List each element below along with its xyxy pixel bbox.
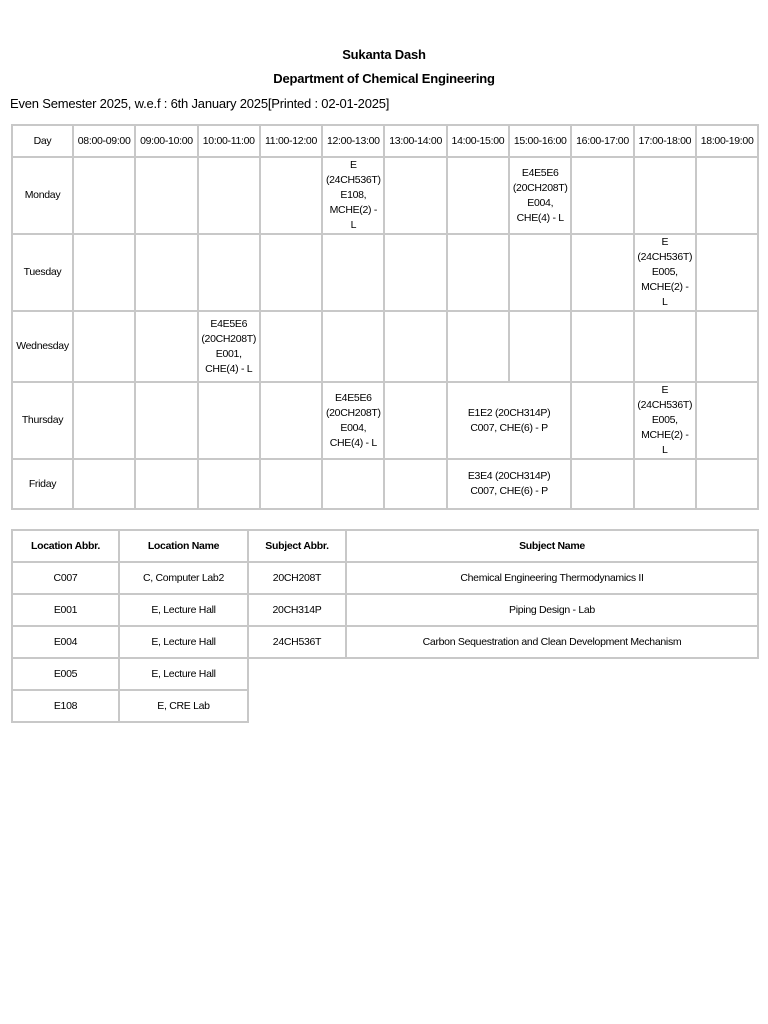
- time-slot-header: 12:00-13:00: [322, 125, 384, 157]
- empty-slot: [571, 157, 633, 234]
- time-slot-header: 17:00-18:00: [634, 125, 696, 157]
- empty-slot: [198, 459, 260, 509]
- class-entry-line: C007, CHE(6) - P: [470, 485, 548, 497]
- empty-slot: [447, 234, 509, 311]
- empty-slot: [322, 459, 384, 509]
- class-entry-line: (20CH208T): [325, 406, 381, 419]
- location-header-cell: Location Name: [119, 530, 248, 562]
- class-entry-line: L: [662, 296, 668, 308]
- empty-slot: [634, 459, 696, 509]
- time-slot-header: 08:00-09:00: [73, 125, 135, 157]
- empty-slot: [384, 234, 446, 311]
- day-label: Monday: [12, 157, 73, 234]
- location-table: [11, 529, 249, 723]
- empty-slot: [322, 311, 384, 382]
- subject-cell: 20CH314P: [248, 594, 346, 626]
- time-slot-header: 14:00-15:00: [447, 125, 509, 157]
- empty-slot: [571, 382, 633, 459]
- class-entry-line: C007, CHE(6) - P: [470, 421, 548, 434]
- class-entry: [198, 311, 260, 382]
- empty-slot: [384, 459, 446, 509]
- time-slot-header: 11:00-12:00: [260, 125, 322, 157]
- empty-slot: [260, 382, 322, 459]
- class-entry-line: E005, MCHE(2) -: [641, 266, 689, 293]
- empty-slot: [260, 157, 322, 234]
- empty-slot: [135, 459, 197, 509]
- timetable: [11, 124, 759, 510]
- location-cell: E, Lecture Hall: [119, 658, 248, 690]
- subject-row: [248, 626, 758, 658]
- empty-slot: [571, 311, 633, 382]
- timetable-row-wednesday: [12, 311, 758, 382]
- empty-slot: [696, 234, 758, 311]
- semester-info: Even Semester 2025, w.e.f : 6th January 2025[Printed : 02-01-2025]: [10, 96, 390, 111]
- class-entry-line: E4E5E6: [334, 391, 372, 404]
- empty-slot: [384, 311, 446, 382]
- empty-slot: [198, 382, 260, 459]
- empty-slot: [135, 382, 197, 459]
- location-header-cell: Location Abbr.: [12, 530, 119, 562]
- empty-slot: [198, 157, 260, 234]
- empty-slot: [509, 234, 571, 311]
- empty-slot: [260, 234, 322, 311]
- faculty-name: Sukanta Dash: [342, 47, 426, 62]
- location-row: [12, 658, 248, 690]
- location-row: [12, 594, 248, 626]
- location-cell: C, Computer Lab2: [119, 562, 248, 594]
- empty-slot: [509, 311, 571, 382]
- empty-slot: [696, 382, 758, 459]
- class-entry-line: E108, MCHE(2) -: [329, 189, 378, 216]
- empty-slot: [696, 459, 758, 509]
- empty-slot: [135, 234, 197, 311]
- empty-slot: [447, 157, 509, 234]
- time-slot-header: 10:00-11:00: [198, 125, 260, 157]
- empty-slot: [634, 157, 696, 234]
- location-cell: E, CRE Lab: [119, 690, 248, 722]
- day-column-header: Day: [12, 125, 73, 157]
- location-cell: E108: [12, 690, 119, 722]
- class-entry-line: E (24CH536T): [637, 236, 693, 263]
- location-cell: E, Lecture Hall: [119, 594, 248, 626]
- empty-slot: [696, 311, 758, 382]
- empty-slot: [73, 382, 135, 459]
- time-slot-header: 15:00-16:00: [509, 125, 571, 157]
- class-entry: [447, 382, 572, 459]
- class-entry-line: E005, MCHE(2) -: [641, 414, 689, 441]
- class-entry-line: (20CH208T): [201, 332, 257, 345]
- location-row: [12, 626, 248, 658]
- subject-header-row: [248, 530, 758, 562]
- subject-cell: Carbon Sequestration and Clean Development Mechanism: [346, 626, 758, 658]
- subject-row: [248, 594, 758, 626]
- empty-slot: [73, 234, 135, 311]
- empty-slot: [384, 382, 446, 459]
- empty-slot: [322, 234, 384, 311]
- subject-cell: 20CH208T: [248, 562, 346, 594]
- class-entry-line: E4E5E6: [210, 317, 248, 330]
- subject-row: [248, 562, 758, 594]
- empty-slot: [447, 311, 509, 382]
- subject-cell: Piping Design - Lab: [346, 594, 758, 626]
- class-entry-line: (20CH208T): [512, 181, 568, 194]
- class-entry-line: E004, CHE(4) - L: [516, 196, 564, 224]
- class-entry-line: E (24CH536T): [325, 159, 381, 186]
- time-slot-header: 09:00-10:00: [135, 125, 197, 157]
- empty-slot: [696, 157, 758, 234]
- empty-slot: [135, 157, 197, 234]
- empty-slot: [571, 234, 633, 311]
- class-entry: [509, 157, 571, 234]
- class-entry-line: E004, CHE(4) - L: [329, 421, 377, 449]
- class-entry-line: E1E2 (20CH314P): [467, 406, 551, 419]
- time-slot-header: 13:00-14:00: [384, 125, 446, 157]
- empty-slot: [634, 311, 696, 382]
- timetable-row-monday: [12, 157, 758, 234]
- class-entry-line: L: [662, 444, 668, 456]
- empty-slot: [260, 311, 322, 382]
- class-entry-line: E (24CH536T): [637, 384, 693, 411]
- class-entry-line: E3E4 (20CH314P): [467, 470, 551, 482]
- class-entry-line: E4E5E6: [521, 166, 559, 179]
- day-label: Wednesday: [12, 311, 73, 382]
- subject-header-cell: Subject Name: [346, 530, 758, 562]
- class-entry: [322, 157, 384, 234]
- subject-header-cell: Subject Abbr.: [248, 530, 346, 562]
- class-entry-line: L: [350, 219, 357, 231]
- class-entry-line: E001, CHE(4) - L: [205, 347, 253, 375]
- empty-slot: [73, 311, 135, 382]
- location-cell: E, Lecture Hall: [119, 626, 248, 658]
- empty-slot: [384, 157, 446, 234]
- location-row: [12, 562, 248, 594]
- timetable-row-thursday: [12, 382, 758, 459]
- timetable-row-tuesday: [12, 234, 758, 311]
- department-title: Department of Chemical Engineering: [273, 71, 495, 86]
- empty-slot: [135, 311, 197, 382]
- location-header-row: [12, 530, 248, 562]
- subject-cell: 24CH536T: [248, 626, 346, 658]
- day-label: Friday: [12, 459, 73, 509]
- timetable-header-row: [12, 125, 758, 157]
- class-entry: [634, 234, 696, 311]
- empty-slot: [198, 234, 260, 311]
- empty-slot: [571, 459, 633, 509]
- empty-slot: [73, 459, 135, 509]
- empty-slot: [73, 157, 135, 234]
- subject-cell: Chemical Engineering Thermodynamics II: [346, 562, 758, 594]
- class-entry: [447, 459, 572, 509]
- empty-slot: [260, 459, 322, 509]
- time-slot-header: 16:00-17:00: [571, 125, 633, 157]
- day-label: Thursday: [12, 382, 73, 459]
- day-label: Tuesday: [12, 234, 73, 311]
- subject-table: [247, 529, 759, 659]
- class-entry: [322, 382, 384, 459]
- location-row: [12, 690, 248, 722]
- class-entry: [634, 382, 696, 459]
- location-cell: E005: [12, 658, 119, 690]
- timetable-row-friday: [12, 459, 758, 509]
- time-slot-header: 18:00-19:00: [696, 125, 758, 157]
- location-cell: E004: [12, 626, 119, 658]
- location-cell: C007: [12, 562, 119, 594]
- location-cell: E001: [12, 594, 119, 626]
